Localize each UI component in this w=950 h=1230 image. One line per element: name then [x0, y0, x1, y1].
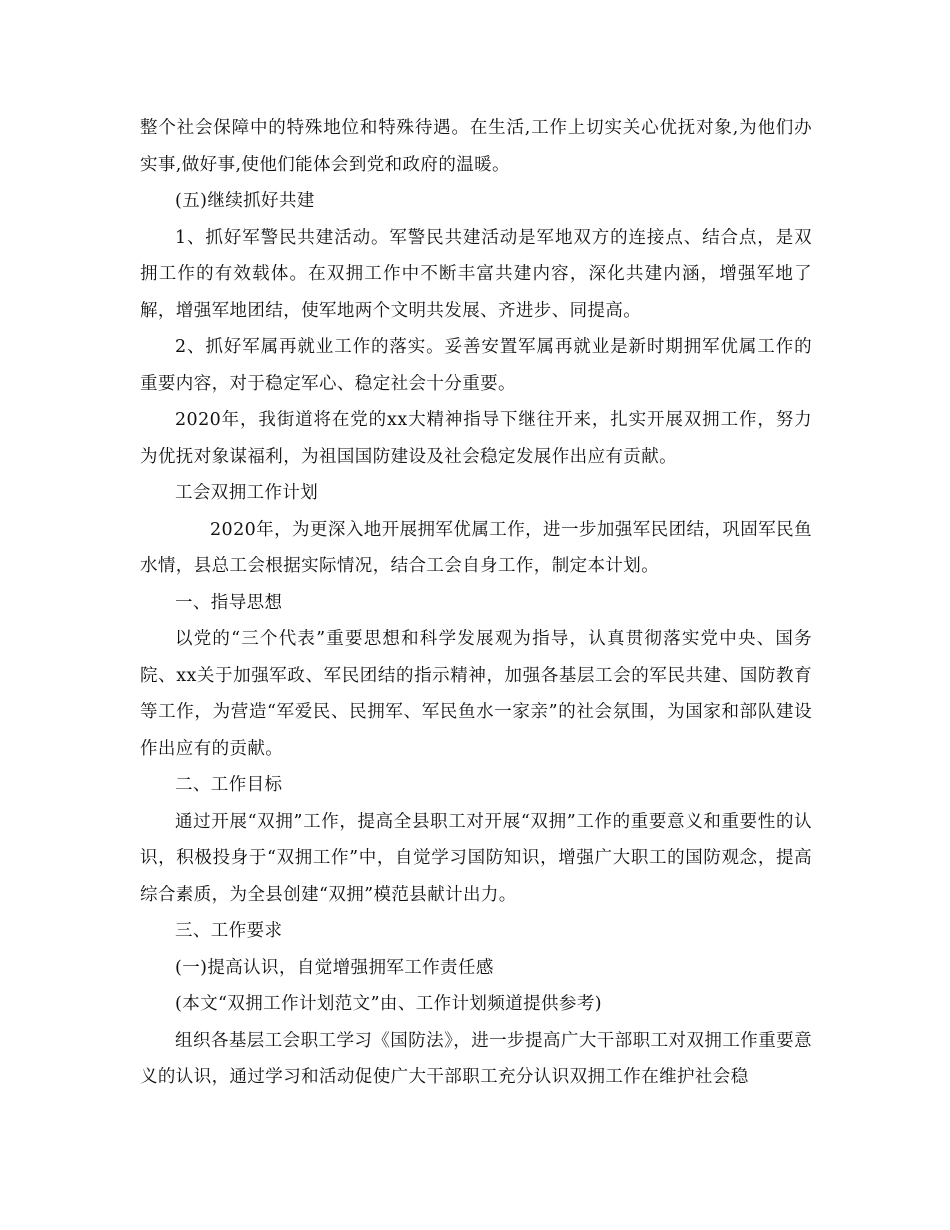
paragraph-item-2: 2、抓好军属再就业工作的落实。妥善安置军属再就业是新时期拥军优属工作的重要内容，对于稳定军心、稳定社会十分重要。 — [140, 337, 812, 394]
section-heading-3: 三、工作要求 — [175, 921, 283, 941]
section-heading-5: (五)继续抓好共建 — [175, 191, 315, 211]
section-heading-2: 二、工作目标 — [175, 775, 283, 795]
paragraph-conclusion: 2020年，我街道将在党的xx大精神指导下继往开来，扎实开展双拥工作，努力为优抚对象谋福利，为祖国国防建设及社会稳定发展作出应有贡献。 — [140, 410, 812, 467]
document-title: 工会双拥工作计划 — [175, 483, 319, 503]
paragraph-item-1: 1、抓好军警民共建活动。军警民共建活动是军地双方的连接点、结合点，是双拥工作的有效载体。在双拥工作中不断丰富共建内容，深化共建内涵，增强军地了解，增强军地团结，使军地两个文明共发展、齐进步、同提高。 — [140, 227, 812, 321]
subsection-heading-1: (一)提高认识，自觉增强拥军工作责任感 — [175, 957, 494, 978]
paragraph-intro: 2020年，为更深入地开展拥军优属工作，进一步加强军民团结，巩固军民鱼水情，县总工会根据实际情况，结合工会自身工作，制定本计划。 — [140, 519, 812, 576]
paragraph-guiding-thought: 以党的“三个代表”重要思想和科学发展观为指导，认真贯彻落实党中央、国务院、xx关于加强军政、军民团结的指示精神，加强各基层工会的军民共建、国防教育等工作，为营造“军爱民、民拥军、军民鱼水一家亲”的社会氛围，为国家和部队建设作出应有的贡献。 — [140, 629, 812, 759]
paragraph-goals: 通过开展“双拥”工作，提高全县职工对开展“双拥”工作的重要意义和重要性的认识，积极投身于“双拥工作”中，自觉学习国防知识，增强广大职工的国防观念，提高综合素质，为全县创建“双拥”模范县献计出力。 — [140, 811, 812, 905]
document-body — [140, 110, 812, 1096]
section-heading-1: 一、指导思想 — [175, 592, 283, 613]
source-note: (本文“双拥工作计划范文”由、工作计划频道提供参考) — [175, 994, 602, 1014]
paragraph-requirements: 组织各基层工会职工学习《国防法》，进一步提高广大干部职工对双拥工作重要意义的认识，通过学习和活动促使广大干部职工充分认识双拥工作在维护社会稳 — [140, 1030, 812, 1087]
paragraph-continuation: 整个社会保障中的特殊地位和特殊待遇。在生活,工作上切实关心优抚对象,为他们办实事,做好事,使他们能体会到党和政府的温暖。 — [140, 118, 812, 175]
